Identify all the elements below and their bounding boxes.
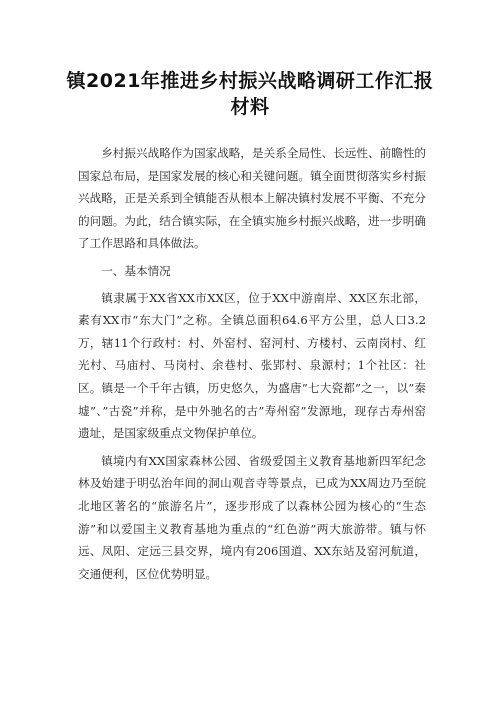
document-title: 镇2021年推进乡村振兴战略调研工作汇报材料 xyxy=(66,70,434,118)
paragraph-basic-info: 镇隶属于XX省XX市XX区，位于XX中游南岸、XX区东北部，素有XX市“东大门”之称。全镇总面积64.6平方公里，总人口3.2万，辖11个行政村：村、外窑村、窑河村、方楼村、云南岗村、红光村、马庙村、马岗村、余巷村、张郢村、泉源村；1个社区：社区。镇是一个千年古镇，历史悠久，为盛唐”七大瓷都”之一，以”秦墟”、”古瓷”并称，是中外驰名的古”寿州窑”发源地，现存古寿州窑遗址，是国家级重点文物保护单位。 xyxy=(78,290,426,441)
paragraph-tourism-location: 镇境内有XX国家森林公园、省级爱国主义教育基地新四军纪念林及始建于明弘治年间的洞山观音寺等景点，已成为XX周边乃至皖北地区著名的“旅游名片”，逐步形成了以森林公园为核心的“生态游”和以爱国主义教育基地为重点的“红色游”两大旅游带。镇与怀远、凤阳、定远三县交界，境内有206国道、XX东站及窑河航道，交通便利，区位优势明显。 xyxy=(78,453,426,581)
section-heading: 一、基本情况 xyxy=(101,263,171,278)
intro-paragraph: 乡村振兴战略作为国家战略，是关系全局性、长远性、前瞻性的国家总布局，是国家发展的核心和关键问题。镇全面贯彻落实乡村振兴战略，正是关系到全镇能否从根本上解决镇村发展不平衡、不充分的问题。为此，结合镇实际，在全镇实施乡村振兴战略，进一步明确了工作思路和具体做法。 xyxy=(78,146,426,251)
document-body xyxy=(78,142,426,590)
